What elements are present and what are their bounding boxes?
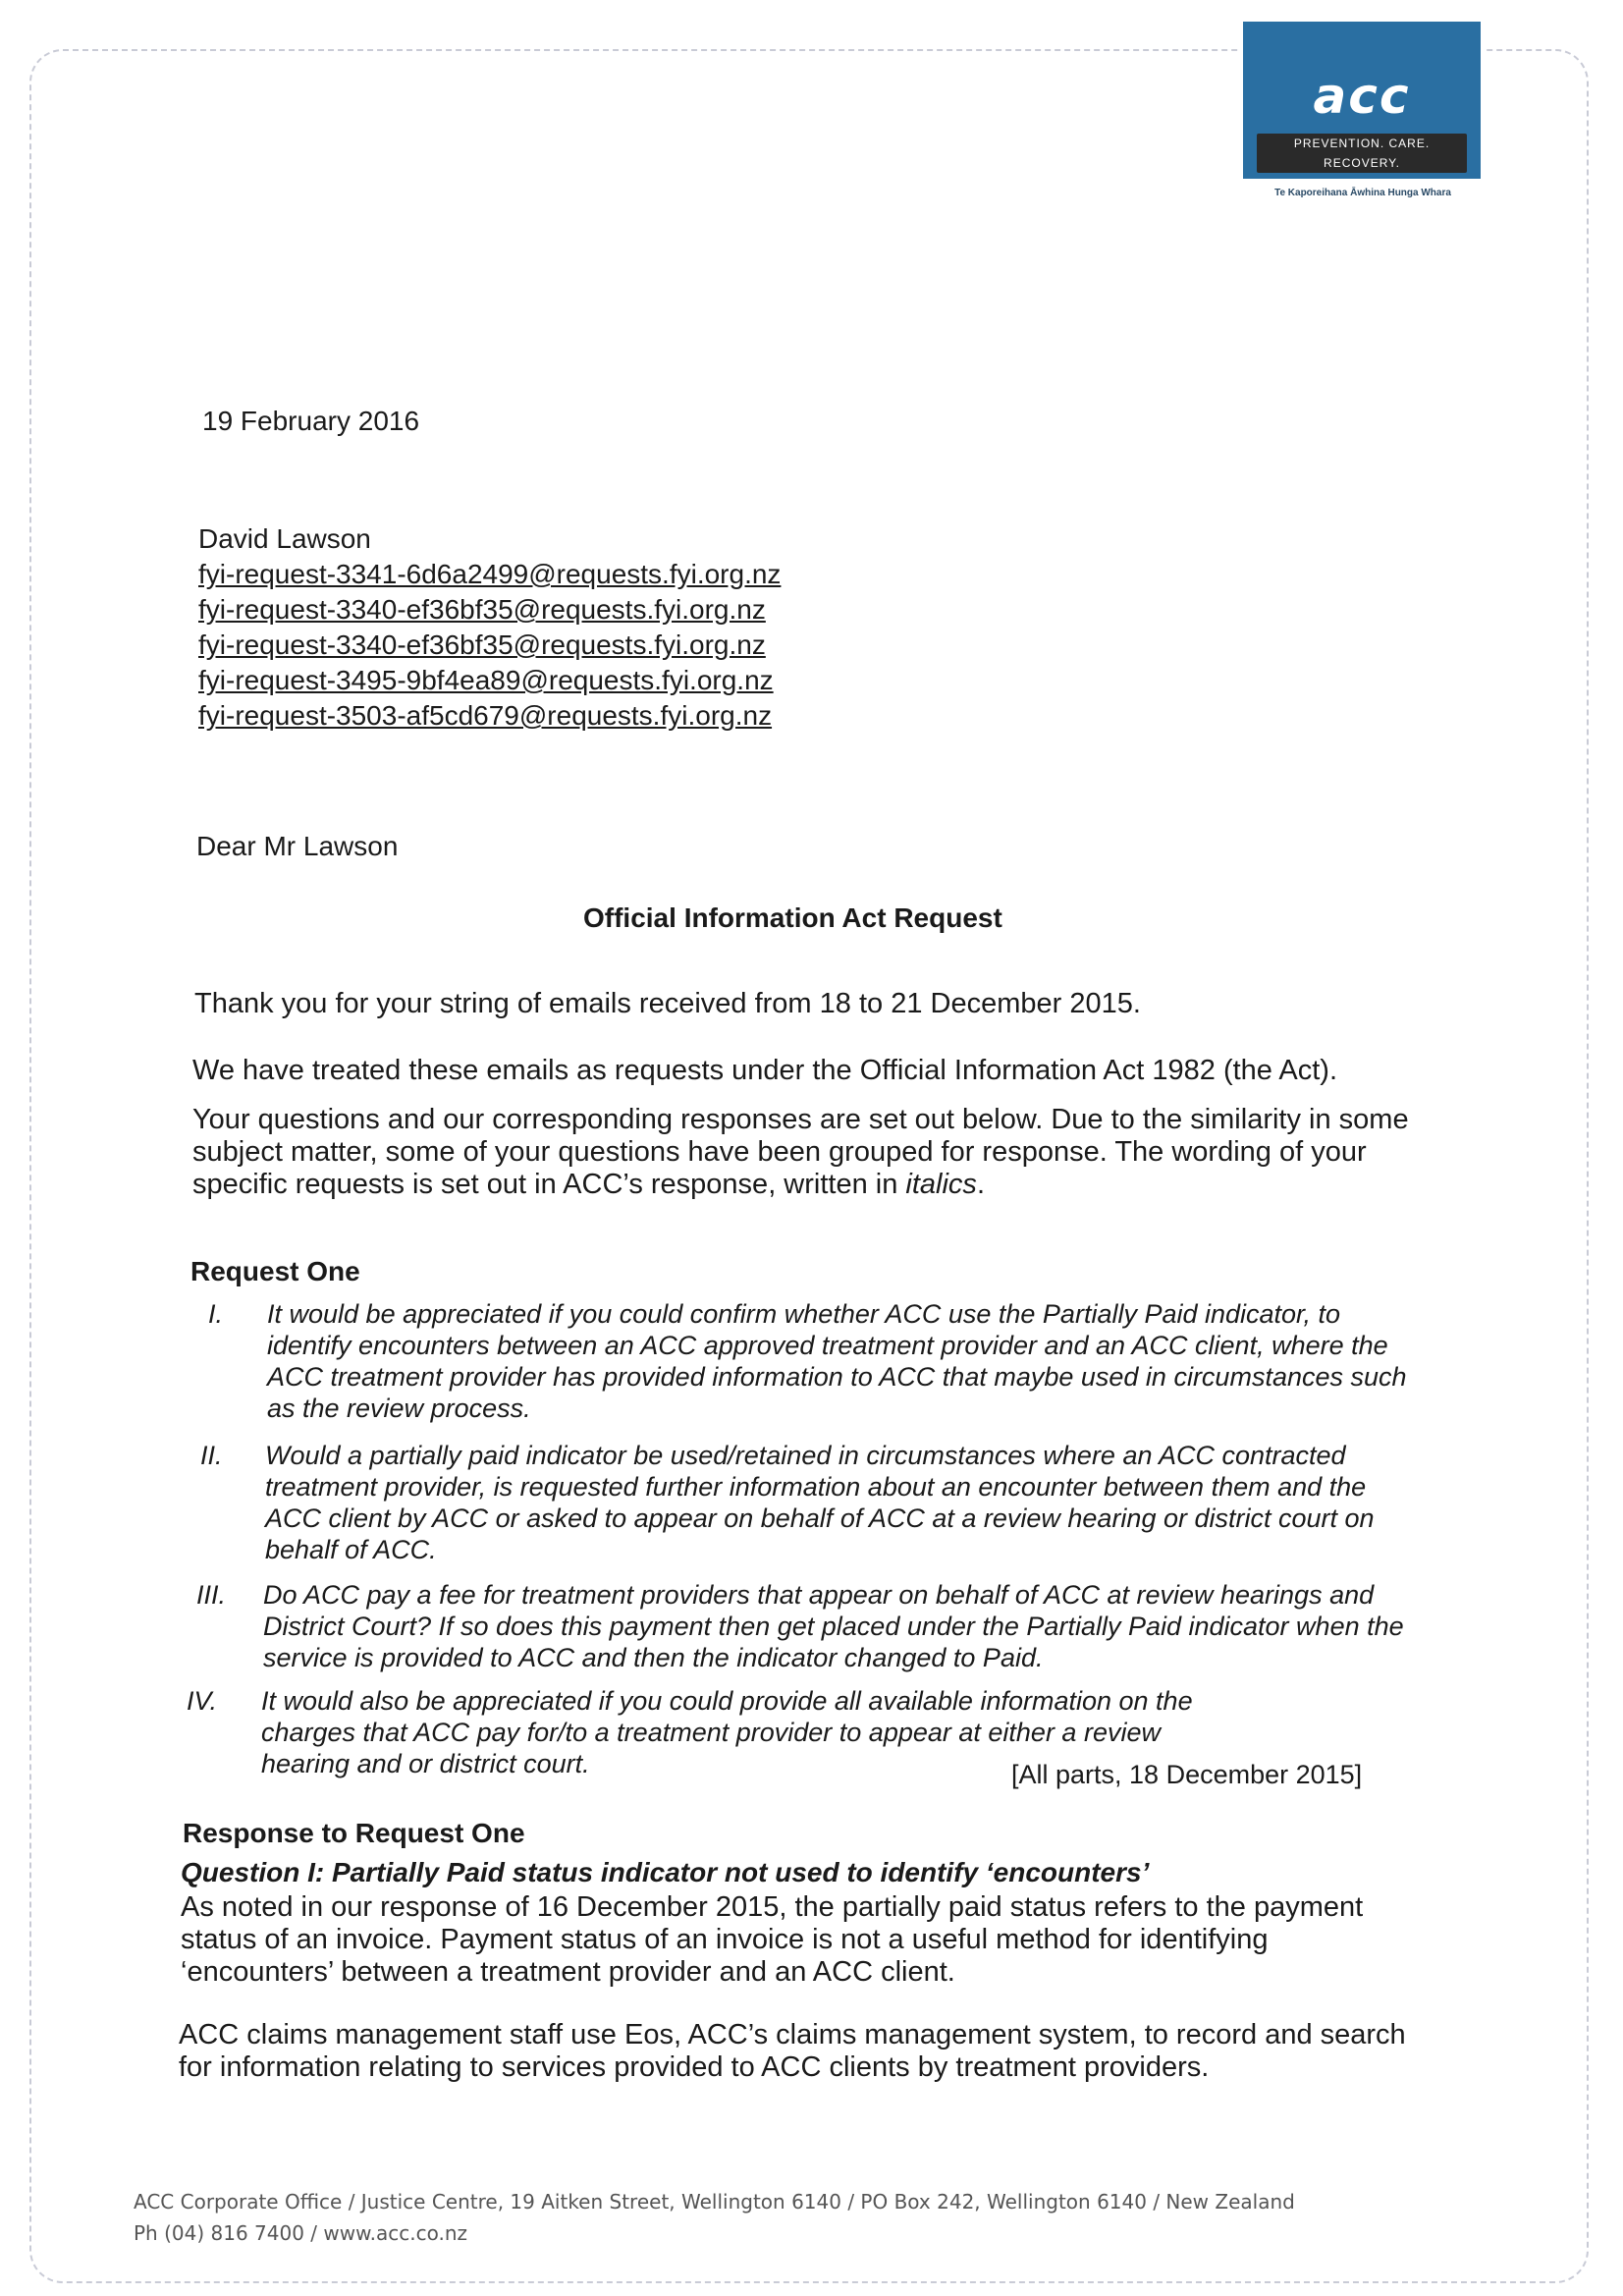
recipient-name: David Lawson [198, 523, 371, 554]
acc-logo-mark: acc [1313, 68, 1411, 125]
paragraph-questions-text: Your questions and our corresponding responses are set out below. Due to the similarity in some subject matter, some of your questions have been grouped for response. The wording of your specific requests is set out in ACC’s response, written in [192, 1104, 1409, 1200]
acc-logo [1239, 22, 1485, 179]
request-date-note: [All parts, 18 December 2015] [1011, 1760, 1363, 1789]
request-item-number: IV. [187, 1686, 218, 1716]
paragraph-questions-italic: italics [905, 1169, 977, 1200]
recipient-email[interactable]: fyi-request-3341-6d6a2499@requests.fyi.org.nz [198, 559, 782, 589]
request-one-heading: Request One [190, 1256, 360, 1286]
request-item-number: I. [208, 1299, 224, 1329]
recipient-email[interactable]: fyi-request-3340-ef36bf35@requests.fyi.org.nz [198, 594, 766, 625]
recipient-email[interactable]: fyi-request-3495-9bf4ea89@requests.fyi.org.nz [198, 665, 774, 695]
request-item-text: It would be appreciated if you could confirm whether ACC use the Partially Paid indicator, to identify encounters between an ACC approved treatment provider and an ACC client, where the ACC treatment provider has provided information to ACC that maybe used in circumstances such as the review process. [267, 1299, 1407, 1423]
response-paragraph-1: As noted in our response of 16 December 2015, the partially paid status refers to the payment status of an invoice. Payment status of an invoice is not a useful method for identifying ‘encounters’ between a treatment provider and an ACC client. [181, 1891, 1364, 1988]
paragraph-intro: Thank you for your string of emails received from 18 to 21 December 2015. [194, 988, 1141, 1019]
request-item-text: It would also be appreciated if you could provide all available information on the charges that ACC pay for/to a treatment provider to appear at either a review hearing and or district court. [261, 1686, 1193, 1778]
acc-logo-tagline: PREVENTION. CARE. RECOVERY. [1257, 134, 1467, 173]
request-item [208, 1298, 1426, 1428]
acc-logo-maori-name: Te Kaporeihana Āwhina Hunga Whara [1274, 188, 1451, 198]
response-paragraph-2: ACC claims management staff use Eos, ACC’s claims management system, to record and search for information relating to services provided to ACC clients by treatment providers. [179, 2019, 1406, 2083]
request-item-text: Do ACC pay a fee for treatment providers that appear on behalf of ACC at review hearings and District Court? If so does this payment then get placed under the Partially Paid indicator when the service is provided to ACC and then the indicator changed to Paid. [263, 1580, 1404, 1672]
recipient-email[interactable]: fyi-request-3340-ef36bf35@requests.fyi.org.nz [198, 629, 766, 660]
salutation: Dear Mr Lawson [196, 831, 399, 861]
request-item-number: III. [196, 1580, 227, 1610]
subject-heading: Official Information Act Request [583, 902, 1002, 933]
request-item-number: II. [200, 1441, 223, 1470]
request-item [196, 1579, 1426, 1677]
paragraph-questions-end: . [976, 1169, 985, 1200]
question-one-heading: Question I: Partially Paid status indicator not used to identify ‘encounters’ [181, 1857, 1150, 1887]
acc-logo-box [1243, 22, 1481, 179]
request-item [200, 1440, 1426, 1569]
footer-contact: Ph (04) 816 7400 / www.acc.co.nz [134, 2221, 467, 2245]
recipient-email[interactable]: fyi-request-3503-af5cd679@requests.fyi.org.nz [198, 700, 773, 731]
paragraph-questions [192, 1104, 1426, 1201]
response-one-heading: Response to Request One [183, 1818, 525, 1848]
paragraph-act: We have treated these emails as requests under the Official Information Act 1982 (the Act). [192, 1055, 1338, 1086]
letter-date: 19 February 2016 [202, 406, 420, 436]
footer-address: ACC Corporate Office / Justice Centre, 19 Aitken Street, Wellington 6140 / PO Box 242, Wellington 6140 / New Zealand [134, 2190, 1295, 2214]
request-item-text: Would a partially paid indicator be used/retained in circumstances where an ACC contracted treatment provider, is requested further information about an encounter between them and the ACC client by ACC or asked to appear on behalf of ACC at a review hearing or district court on behalf of ACC. [265, 1441, 1375, 1564]
